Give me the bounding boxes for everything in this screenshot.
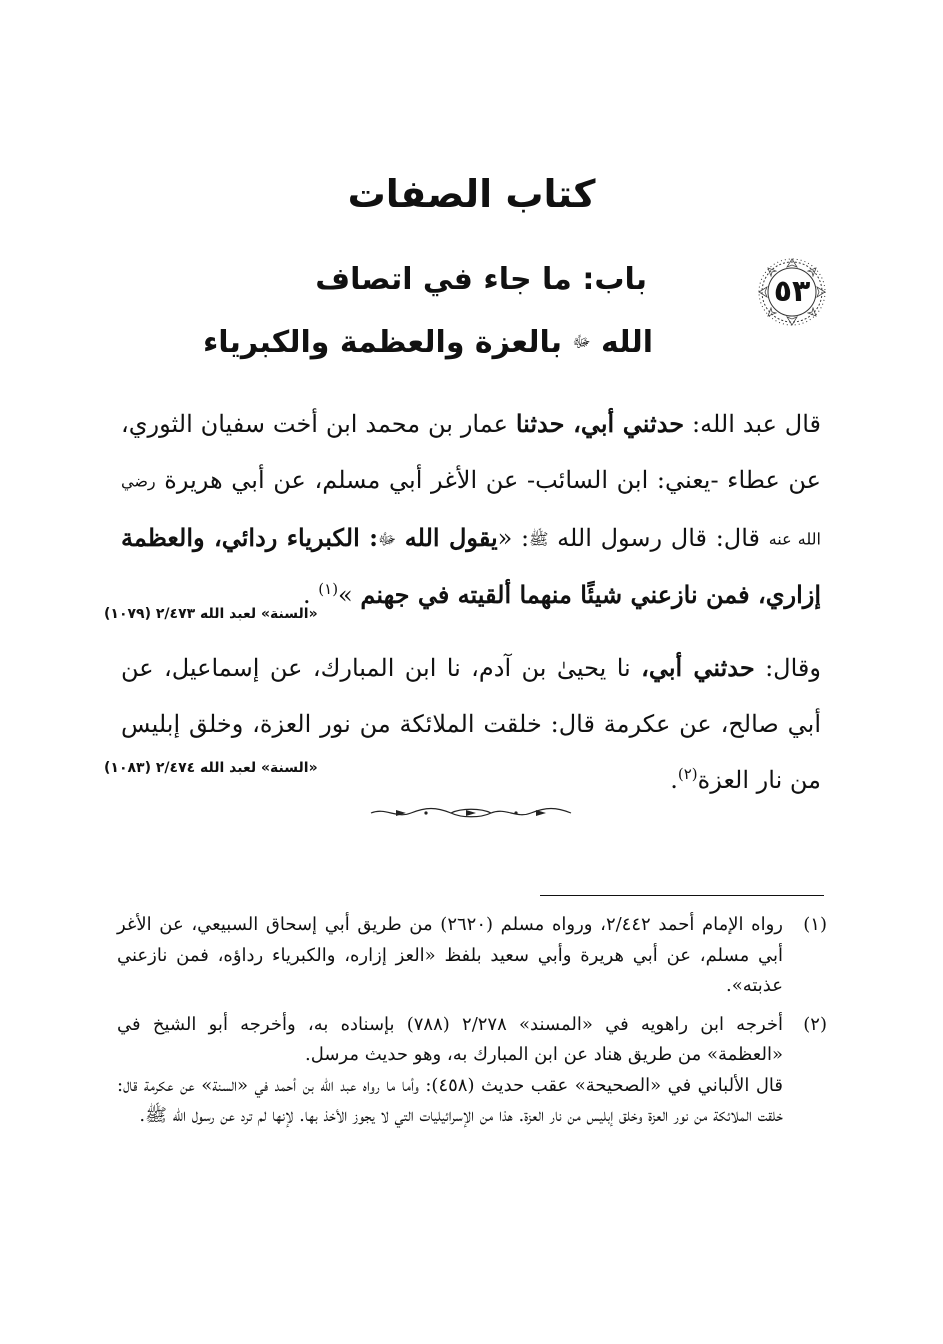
source-citation-1: «السنة» لعبد الله ٢/٤٧٣ (١٠٧٩) (104, 606, 318, 622)
hadith1-text-a: يقول الله (404, 522, 498, 552)
chapter-title-allah: الله (601, 325, 653, 360)
hadith1-end: . (302, 581, 311, 609)
footnote-paragraph: أخرجه ابن راهويه في «المسند» ٢/٢٧٨ (٧٨٨) بإسناده به، وأخرجه أبو الشيخ في «العظمة» من طريق هناد عن ابن المبارك به، وهو حديث مرسل. (117, 1013, 784, 1065)
hadith2-end: . (670, 766, 678, 794)
hadith1-chain: عمار بن محمد ابن أخت سفيان الثوري، عن عطاء -يعني: ابن السائب- عن الأغر أبي مسلم، عن أبي هريرة (121, 410, 821, 494)
hadith1-text-b: : الكبرياء ردائي، والعظمة إزاري، فمن نازعني شيئًا منهما ألقيته في جهنم (121, 522, 821, 609)
footnote-number: (٢) (803, 1013, 827, 1035)
hadith1-intro: قال عبد الله: (692, 410, 821, 438)
footnote-text (117, 1010, 783, 1132)
footnote-separator (540, 895, 824, 896)
chapter-badge (757, 257, 827, 327)
hadith1-said: قال: قال رسول الله (557, 523, 761, 552)
hadith2-chain-bold: حدثني أبي، (641, 653, 755, 682)
hadith2-intro: وقال: (765, 654, 821, 682)
honorific-prophet: ﷺ (529, 529, 549, 548)
chapter-title-rest: بالعزة والعظمة والكبرياء (202, 325, 563, 360)
hadith-paragraph-1 (121, 396, 821, 623)
footnote-text (117, 910, 783, 1002)
hadith1-chain-bold: حدثني أبي، حدثنا (515, 409, 685, 438)
hadith2-text: نا يحيىٰ بن آدم، نا ابن المبارك، عن إسماعيل، عن أبي صالح، عن عكرمة قال: خلقت الملائكة من نور العزة، وخلق إبليس من نار العزة (121, 654, 821, 794)
chapter-number: ٥٣ (773, 274, 811, 309)
ornamental-divider-icon (366, 805, 576, 821)
chapter-title-line1: باب: ما جاء في اتصاف (315, 262, 647, 297)
footnote-paragraph: رواه الإمام أحمد ٢/٤٤٢، ورواه مسلم (٢٦٢٠) من طريق أبي إسحاق السبيعي، عن الأغر أبي مسلم، عن أبي هريرة وأبي سعيد بلفظ «العز إزاره، والكبرياء رداؤه، فمن نازعني عذبته». (117, 914, 783, 996)
footnote-ref-2[interactable]: (٢) (677, 765, 698, 783)
hadith1-quote-open: : « (497, 523, 530, 552)
hadith-paragraph-2 (121, 640, 821, 808)
hadith1-quote-close: » (338, 581, 353, 609)
footnote-item (117, 910, 827, 1002)
honorific-allah: ﷻ (378, 529, 397, 548)
chapter-title-line2 (203, 325, 653, 360)
book-title: كتاب الصفات (347, 172, 596, 216)
footnote-ref-1[interactable]: (١) (318, 580, 339, 598)
footnotes-list (117, 910, 827, 1140)
footnote-paragraph: قال الألباني في «الصحيحة» عقب حديث (٤٥٨): وأما ما رواه عبد الله بن أحمد في «السنة» عن عكرمة قال: خلقت الملائكة من نور العزة وخلق إبليس من نار العزة. هذا من الإسرائيليات التي لا يجوز الأخذ بها. لإنها لم ترد عن رسول الله ﷺ. (117, 1074, 784, 1126)
honorific-glyph: ﷻ (572, 332, 591, 351)
footnote-item (117, 1010, 827, 1132)
footnote-number: (١) (803, 914, 827, 935)
source-citation-2: «السنة» لعبد الله ٢/٤٧٤ (١٠٨٣) (104, 760, 318, 776)
honorific-companion: رضي الله عنه (121, 471, 821, 548)
